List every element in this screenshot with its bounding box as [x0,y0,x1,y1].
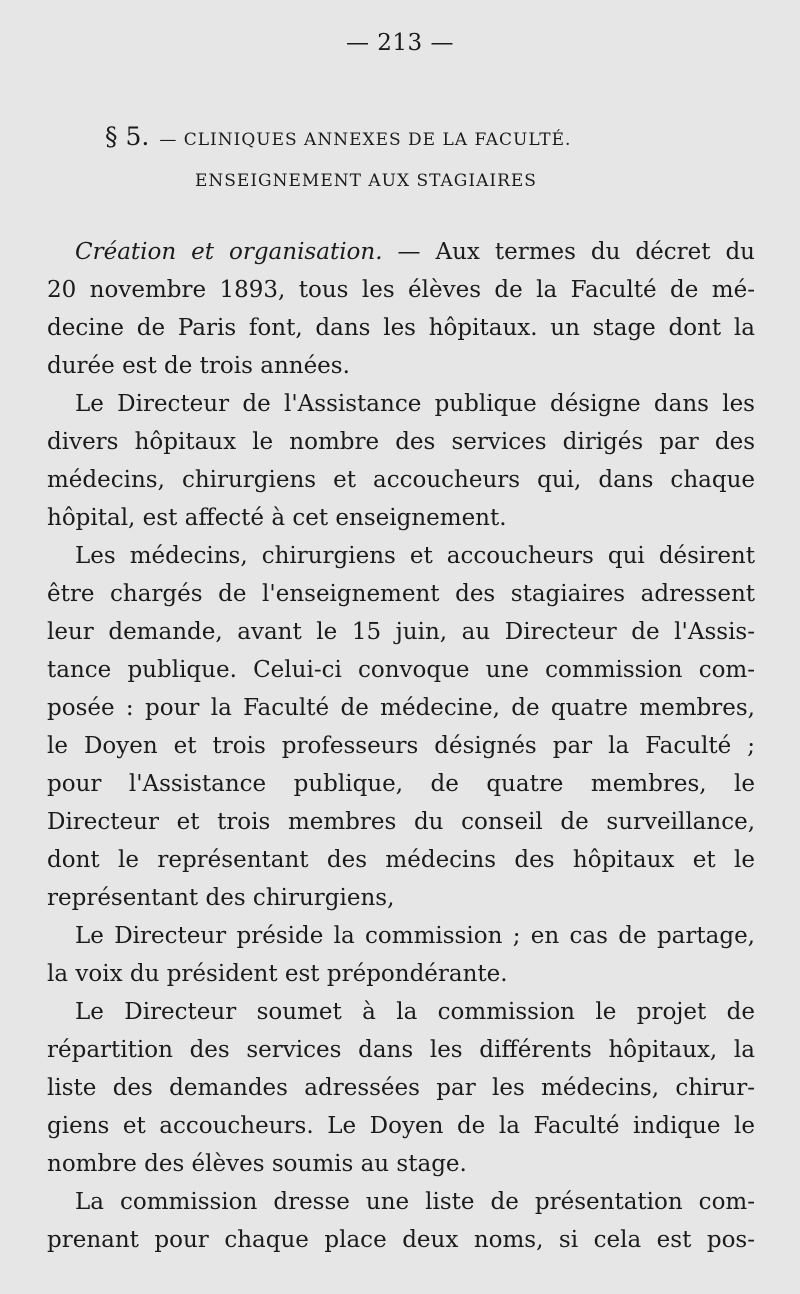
text-line: durée est de trois années. [47,353,350,379]
text-line: Les médecins, chirurgiens et accoucheurs qui désirent [75,543,755,569]
text-line: decine de Paris font, dans les hôpitaux. un stage dont la [47,315,755,341]
text-line: giens et accoucheurs. Le Doyen de la Faculté indique le [47,1113,755,1139]
text-line: leur demande, avant le 15 juin, au Directeur de l'Assis- [47,619,755,645]
section-number: § 5. [105,122,150,151]
text-line: Le Directeur préside la commission ; en cas de partage, [75,923,755,949]
text-line: 20 novembre 1893, tous les élèves de la Faculté de mé- [47,277,755,303]
text-line: prenant pour chaque place deux noms, si cela est pos- [47,1227,755,1253]
text-line: dont le représentant des médecins des hôpitaux et le [47,847,755,873]
text-line: pour l'Assistance publique, de quatre membres, le [47,771,755,797]
text-line: divers hôpitaux le nombre des services dirigés par des [47,429,755,455]
page-number: — 213 — [345,30,455,56]
text-line: tance publique. Celui-ci convoque une commission com- [47,657,755,683]
text-line: liste des demandes adressées par les médecins, chirur- [47,1075,755,1101]
text-line: nombre des élèves soumis au stage. [47,1151,467,1177]
text-line: posée : pour la Faculté de médecine, de quatre membres, [47,695,755,721]
text-line: Le Directeur de l'Assistance publique désigne dans les [75,391,755,417]
text-line: hôpital, est affecté à cet enseignement. [47,505,507,531]
text-line: La commission dresse une liste de présentation com- [75,1189,755,1215]
section-heading [105,122,571,151]
text-line: répartition des services dans les différents hôpitaux, la [47,1037,755,1063]
text-line: être chargés de l'enseignement des stagiaires adressent [47,581,755,607]
text-line: la voix du président est prépondérante. [47,961,508,987]
text-line: Création et organisation. — Aux termes du décret du [75,239,755,265]
section-subheading: ENSEIGNEMENT AUX STAGIAIRES [195,171,537,191]
text-line: Directeur et trois membres du conseil de surveillance, [47,809,755,835]
text-line: le Doyen et trois professeurs désignés par la Faculté ; [47,733,755,759]
section-title: — CLINIQUES ANNEXES DE LA FACULTÉ. [159,130,572,150]
text-line: médecins, chirurgiens et accoucheurs qui, dans chaque [47,467,755,493]
paragraph-lead-italic: Création et organisation. [75,239,383,265]
text-line: représentant des chirurgiens, [47,885,395,911]
text-line: Le Directeur soumet à la commission le projet de [75,999,755,1025]
